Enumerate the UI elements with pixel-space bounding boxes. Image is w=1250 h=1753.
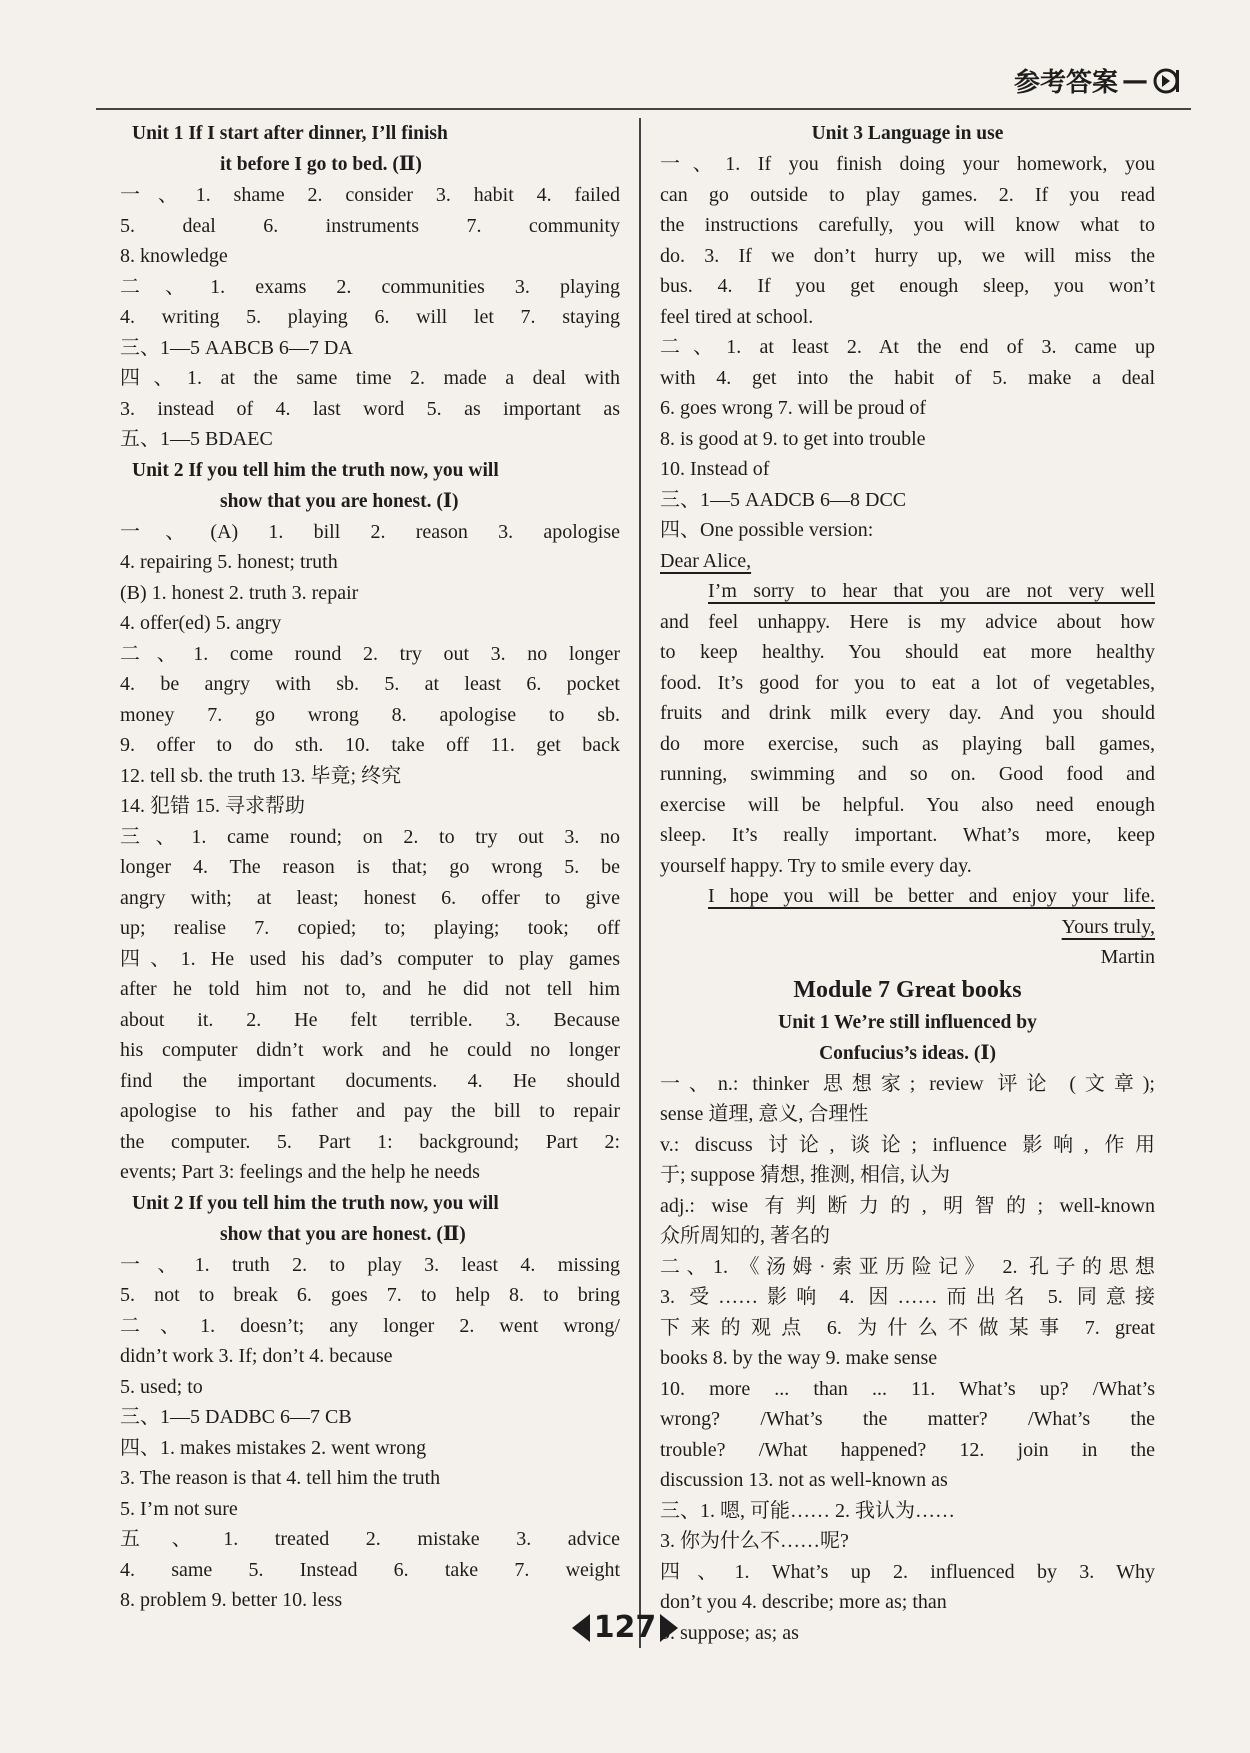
answer-line [660,1404,1155,1435]
header-rule [96,108,1191,110]
answer-line [660,180,1155,211]
answer-line [120,1494,620,1525]
line-text: do. 3. If we don’t hurry up, we will miss the [660,244,1155,267]
line-text: 4. repairing 5. honest; truth [120,551,338,573]
answer-line [660,393,1155,424]
line-text: can go outside to play games. 2. If you read [660,183,1155,206]
line-text: 四、1. He used his dad’s computer to play games [120,947,620,970]
answer-line [660,1221,1155,1252]
answer-line [120,424,620,455]
answer-line [120,241,620,272]
line-text: to keep healthy. You should eat more healthy [660,641,1155,663]
line-text: Unit 1 We’re still influenced by [778,1011,1037,1033]
answer-line [660,1587,1155,1618]
unit-title [120,455,620,486]
page-number: 127 [593,1610,657,1645]
answer-line [120,1035,620,1066]
line-text: 4. be angry with sb. 5. at least 6. pocket [120,673,620,695]
line-text: 3. instead of 4. last word 5. as important as [120,397,620,420]
line-text: 一、n.: thinker 思想家; review 评论 (文章); [660,1072,1155,1095]
answer-line [120,608,620,639]
answer-line [120,363,620,394]
answer-line [120,913,620,944]
line-text: 三、1—5 AABCB 6—7 DA [120,336,353,359]
line-text: 一、1. shame 2. consider 3. habit 4. failed [120,184,620,206]
line-text: 4. writing 5. playing 6. will let 7. staying [120,306,620,328]
line-text: Confucius’s ideas. (Ⅰ) [819,1042,996,1064]
line-text: 二、1. at least 2. At the end of 3. came up [660,336,1155,358]
answer-line [660,424,1155,455]
line-text: Unit 3 Language in use [811,123,1004,144]
answer-line [120,761,620,792]
line-text: 5. I’m not sure [120,1497,238,1520]
answer-line [660,1465,1155,1496]
answer-line [660,1069,1155,1100]
line-text: 一、(A) 1. bill 2. reason 3. apologise [120,520,620,543]
line-text: the instructions carefully, you will know what to [660,214,1155,236]
unit-title [120,149,620,180]
line-text: Module 7 Great books [793,976,1022,1003]
answer-line [120,822,620,853]
answer-line [120,272,620,303]
answer-line [660,1130,1155,1161]
unit-title [120,1219,620,1250]
line-text: 3. 受……影响 4. 因……而出名 5. 同意接 [660,1286,1155,1308]
line-text: 14. 犯错 15. 寻求帮助 [120,795,305,817]
line-text: 二、1. doesn’t; any longer 2. went wrong/ [120,1314,620,1337]
line-text: bus. 4. If you get enough sleep, you won’t [660,275,1155,297]
line-text: didn’t work 3. If; don’t 4. because [120,1345,393,1367]
line-text: 二、1. come round 2. try out 3. no longer [120,642,620,665]
line-text: sleep. It’s really important. What’s more, keep [660,824,1155,846]
line-text: 10. more ... than ... 11. What’s up? /What’s [660,1377,1155,1400]
line-text: Unit 1 If I start after dinner, I’ll finish [132,123,448,144]
answer-line [660,668,1155,699]
answer-line [660,363,1155,394]
answer-line [120,1311,620,1342]
line-text: Yours truly, [1061,915,1155,938]
line-text: running, swimming and so on. Good food and [660,763,1155,785]
answer-line [660,271,1155,302]
answer-line [120,180,620,211]
line-text: books 8. by the way 9. make sense [660,1347,938,1369]
line-text: 四、One possible version: [660,519,874,541]
line-text: 12. tell sb. the truth 13. 毕竟; 终究 [120,764,402,787]
line-text: after he told him not to, and he did not tell him [120,978,620,1000]
line-text: about it. 2. He felt terrible. 3. Because [120,1008,620,1031]
line-text: events; Part 3: feelings and the help he needs [120,1161,480,1183]
answer-line [660,851,1155,882]
answer-line [660,485,1155,516]
answer-line [660,729,1155,760]
line-text: fruits and drink milk every day. And you should [660,702,1155,724]
answer-line [660,1526,1155,1557]
answer-line [660,1557,1155,1588]
unit-title [660,1007,1155,1038]
answer-line [120,302,620,333]
right-column [660,118,1155,1648]
answer-line [660,1282,1155,1313]
line-text: 6. goes wrong 7. will be proud of [660,397,927,419]
triangle-right-icon [660,1614,678,1642]
answer-line [660,1099,1155,1130]
answer-line [120,1402,620,1433]
answer-line [660,881,1155,912]
answer-line [120,1066,620,1097]
line-text: discussion 13. not as well-known as [660,1469,948,1491]
answer-line [660,607,1155,638]
line-text: apologise to his father and pay the bill to repair [120,1100,620,1122]
line-text: 10. Instead of [660,458,770,480]
line-text: longer 4. The reason is that; go wrong 5. be [120,856,620,878]
line-text: don’t you 4. describe; more as; than [660,1591,947,1613]
line-text: 五、1. treated 2. mistake 3. advice [120,1528,620,1550]
answer-line [660,454,1155,485]
line-text: 3. 你为什么不……呢? [660,1530,849,1552]
line-text: show that you are honest. (Ⅰ) [220,490,459,512]
answer-line [120,1372,620,1403]
answer-line [660,1191,1155,1222]
header-dash: — [1122,65,1148,96]
answer-line [120,1433,620,1464]
line-text: exercise will be helpful. You also need enough [660,793,1155,816]
line-text: show that you are honest. (Ⅱ) [220,1223,466,1245]
answer-line [120,547,620,578]
answer-line [660,302,1155,333]
answer-line [120,1005,620,1036]
line-text: adj.: wise 有判断力的, 明智的; well-known [660,1194,1155,1217]
answer-line [120,730,620,761]
answer-line [120,333,620,364]
line-text: angry with; at least; honest 6. offer to give [120,886,620,909]
unit-title [120,118,620,149]
answer-line [660,912,1155,943]
page-number-block [550,1610,700,1645]
answer-line [660,698,1155,729]
answer-line [660,332,1155,363]
answer-line [120,944,620,975]
line-text: 5. deal 6. instruments 7. community [120,214,620,237]
module-title [660,973,1155,1007]
line-text: I’m sorry to hear that you are not very well [708,580,1155,602]
line-text: money 7. go wrong 8. apologise to sb. [120,703,620,726]
answer-line [660,149,1155,180]
answer-line [660,790,1155,821]
answer-line [660,942,1155,973]
answer-line [120,578,620,609]
line-text: 五、1—5 BDAEC [120,428,273,450]
answer-line [120,517,620,548]
line-text: 5. not to break 6. goes 7. to help 8. to bring [120,1284,620,1306]
line-text: it before I go to bed. (Ⅱ) [220,154,422,175]
answer-line [660,1343,1155,1374]
line-text: 5. used; to [120,1375,203,1398]
line-text: 三、1—5 DADBC 6—7 CB [120,1406,352,1428]
answer-line [120,791,620,822]
line-text: do more exercise, such as playing ball games, [660,732,1155,755]
line-text: 三、1. 嗯, 可能…… 2. 我认为…… [660,1499,955,1522]
arrow-circle-icon [1152,67,1180,95]
answer-line [120,1127,620,1158]
line-text: 4. offer(ed) 5. angry [120,612,282,634]
answer-line [660,241,1155,272]
line-text: Martin [1100,946,1155,968]
answer-line [660,546,1155,577]
line-text: 5. suppose; as; as [660,1621,799,1644]
column-divider [639,118,641,1648]
line-text: 一、1. If you finish doing your homework, you [660,153,1155,175]
line-text: yourself happy. Try to smile every day. [660,854,972,877]
answer-line [120,1524,620,1555]
answer-line [120,1555,620,1586]
answer-line [120,1250,620,1281]
answer-line [660,1618,1155,1649]
answer-line [660,576,1155,607]
line-text: find the important documents. 4. He should [120,1069,620,1092]
line-text: 二、1. 《汤姆·索亚历险记》 2. 孔子的思想 [660,1255,1155,1278]
answer-line [120,974,620,1005]
line-text: 一、1. truth 2. to play 3. least 4. missing [120,1253,620,1276]
line-text: trouble? /What happened? 12. join in the [660,1438,1155,1461]
line-text: 8. problem 9. better 10. less [120,1589,343,1611]
line-text: 四、1. What’s up 2. influenced by 3. Why [660,1560,1155,1583]
line-text: Unit 2 If you tell him the truth now, you will [132,459,499,481]
unit-title [660,118,1155,149]
unit-title [660,1038,1155,1069]
line-text: 3. The reason is that 4. tell him the truth [120,1467,441,1489]
answer-line [120,1280,620,1311]
answer-line [660,1435,1155,1466]
line-text: (B) 1. honest 2. truth 3. repair [120,581,359,604]
answer-line [660,1496,1155,1527]
answer-line [660,637,1155,668]
unit-title [120,486,620,517]
answer-line [120,852,620,883]
line-text: 三、1—5 AADCB 6—8 DCC [660,488,907,511]
line-text: 三、1. came round; on 2. to try out 3. no [120,825,620,848]
line-text: his computer didn’t work and he could no longer [120,1039,620,1061]
line-text: 四、1. makes mistakes 2. went wrong [120,1436,427,1459]
answer-line [120,1585,620,1616]
line-text: 众所周知的, 著名的 [660,1225,830,1247]
left-column [120,118,620,1616]
line-text: 8. is good at 9. to get into trouble [660,427,926,450]
answer-line [660,820,1155,851]
answer-line [660,1252,1155,1283]
line-text: up; realise 7. copied; to; playing; took; off [120,917,620,939]
answer-line [120,1157,620,1188]
answer-line [120,883,620,914]
answer-line [120,1463,620,1494]
page-header [1014,62,1180,99]
answer-line [120,700,620,731]
line-text: with 4. get into the habit of 5. make a deal [660,366,1155,389]
line-text: 下来的观点 6. 为什么不做某事 7. great [660,1316,1155,1339]
answer-line [120,639,620,670]
line-text: 于; suppose 猜想, 推测, 相信, 认为 [660,1164,950,1186]
line-text: v.: discuss 讨论, 谈论; influence 影响, 作用 [660,1133,1155,1156]
answer-line [120,211,620,242]
line-text: the computer. 5. Part 1: background; Part 2: [120,1130,620,1153]
answer-line [120,394,620,425]
line-text: sense 道理, 意义, 合理性 [660,1103,869,1125]
line-text: 四、1. at the same time 2. made a deal with [120,367,620,389]
line-text: 8. knowledge [120,245,228,267]
line-text: 9. offer to do sth. 10. take off 11. get back [120,734,620,756]
answer-line [660,1160,1155,1191]
line-text: 4. same 5. Instead 6. take 7. weight [120,1558,620,1581]
header-title: 参考答案 [1013,68,1118,98]
answer-line [120,1341,620,1372]
line-text: I hope you will be better and enjoy your life. [708,885,1155,907]
answer-line [660,759,1155,790]
line-text: food. It’s good for you to eat a lot of vegetables, [660,671,1155,694]
answer-line [660,1313,1155,1344]
line-text: and feel unhappy. Here is my advice about how [660,610,1155,633]
triangle-left-icon [572,1614,590,1642]
line-text: Dear Alice, [660,549,752,572]
unit-title [120,1188,620,1219]
line-text: Unit 2 If you tell him the truth now, you will [132,1192,499,1214]
answer-line [660,515,1155,546]
answer-line [660,1374,1155,1405]
answer-line [120,669,620,700]
line-text: feel tired at school. [660,305,814,328]
line-text: 二、1. exams 2. communities 3. playing [120,275,620,298]
answer-line [120,1096,620,1127]
line-text: wrong? /What’s the matter? /What’s the [660,1408,1155,1430]
answer-line [660,210,1155,241]
